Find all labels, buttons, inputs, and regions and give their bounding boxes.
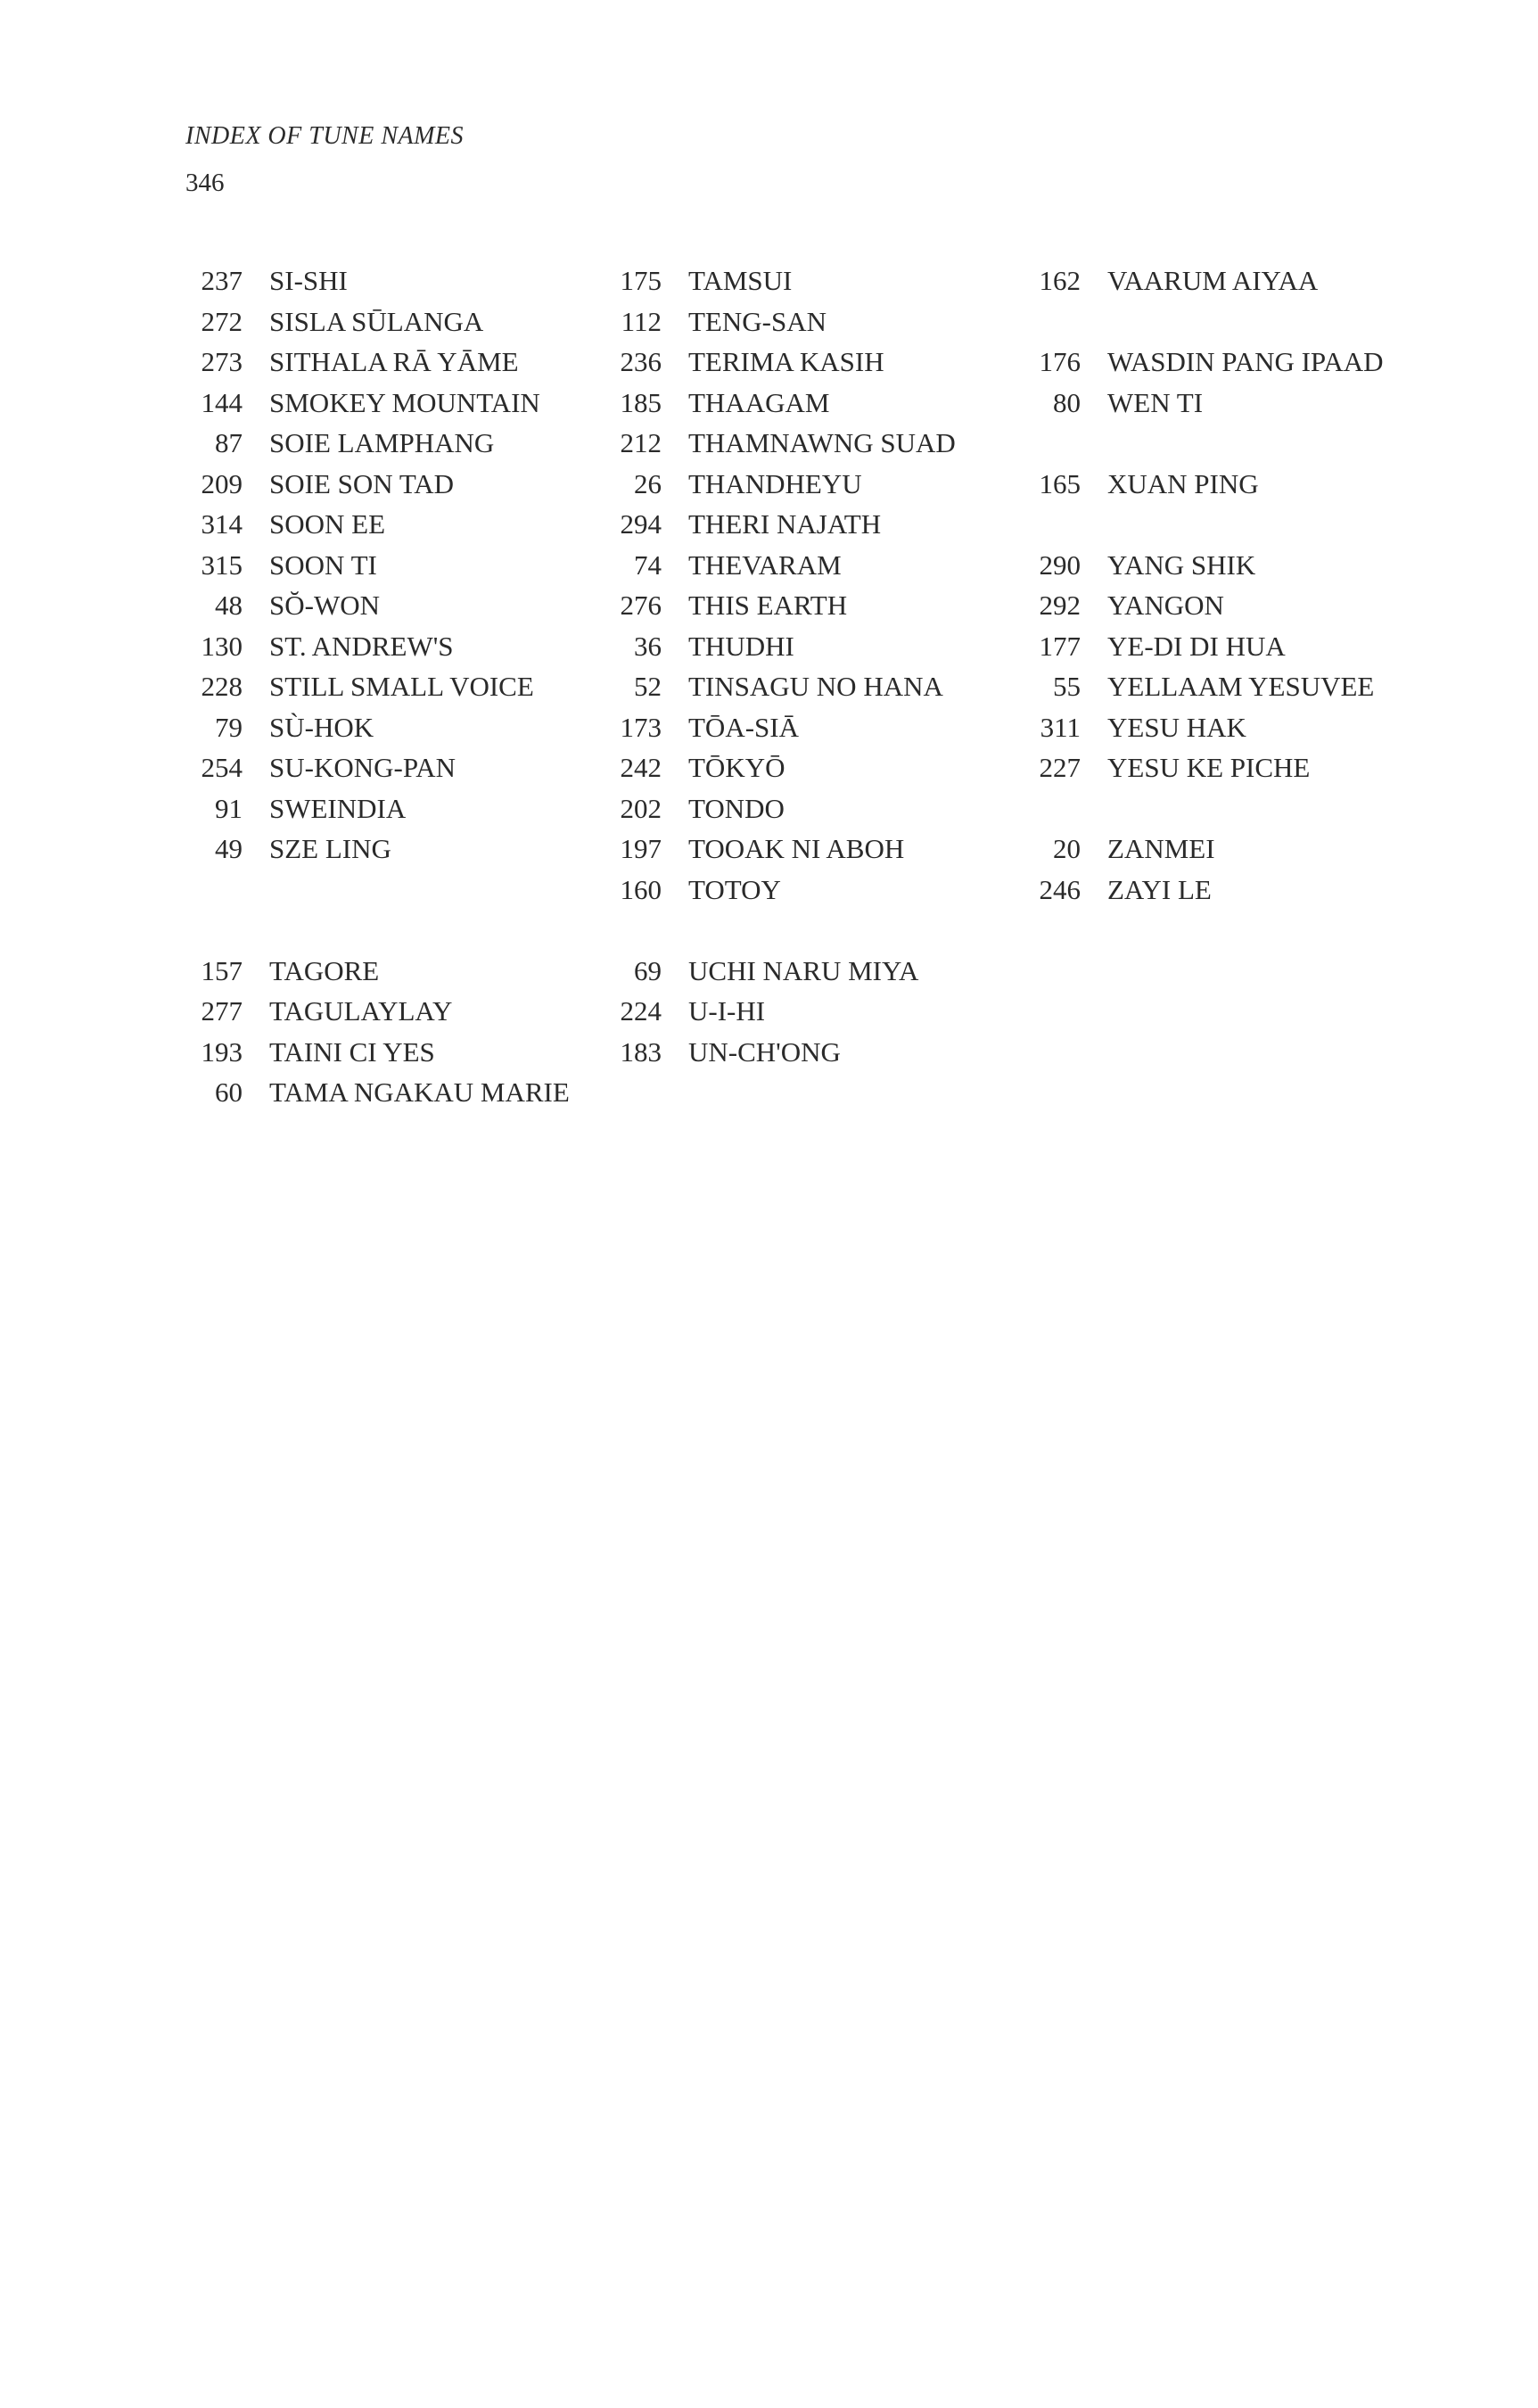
tune-name: UN-CH'ONG bbox=[688, 1035, 841, 1068]
tune-name: YESU KE PICHE bbox=[1107, 752, 1311, 783]
index-entry bbox=[1008, 747, 1384, 788]
index-entry bbox=[1008, 870, 1384, 911]
index-spacer bbox=[1008, 504, 1384, 545]
tune-name: SOON TI bbox=[269, 548, 377, 581]
hymn-number: 254 bbox=[201, 752, 243, 783]
index-entry bbox=[588, 1032, 956, 1073]
hymn-number: 273 bbox=[201, 346, 243, 377]
hymn-number: 60 bbox=[215, 1076, 243, 1108]
index-entry bbox=[169, 788, 570, 829]
index-entry bbox=[588, 666, 956, 707]
hymn-number: 185 bbox=[620, 386, 662, 418]
hymn-number: 69 bbox=[634, 954, 662, 986]
index-entry bbox=[169, 464, 570, 505]
tune-name: ZAYI LE bbox=[1107, 873, 1212, 905]
hymn-number: 276 bbox=[620, 590, 662, 621]
hymn-number: 193 bbox=[201, 1035, 243, 1068]
tune-name: SMOKEY MOUNTAIN bbox=[269, 386, 540, 418]
tune-name: TAGULAYLAY bbox=[269, 995, 453, 1027]
hymn-number: 74 bbox=[634, 548, 662, 581]
hymn-number: 176 bbox=[1039, 346, 1081, 377]
tune-name: SOIE LAMPHANG bbox=[269, 427, 495, 458]
index-spacer bbox=[1008, 423, 1384, 464]
hymn-number: 202 bbox=[620, 792, 662, 824]
tune-name: SÙ-HOK bbox=[269, 711, 374, 743]
tune-name: UCHI NARU MIYA bbox=[688, 954, 919, 986]
index-entry bbox=[169, 585, 570, 626]
hymn-number: 177 bbox=[1039, 630, 1081, 662]
hymn-number: 294 bbox=[620, 508, 662, 540]
tune-name: THERI NAJATH bbox=[688, 508, 882, 540]
tune-name: YELLAAM YESUVEE bbox=[1107, 671, 1375, 702]
index-spacer bbox=[169, 910, 570, 951]
index-column-2 bbox=[588, 260, 956, 1072]
tune-name: ZANMEI bbox=[1107, 833, 1215, 864]
index-entry bbox=[588, 342, 956, 383]
hymn-number: 80 bbox=[1053, 386, 1081, 418]
hymn-number: 48 bbox=[215, 590, 243, 621]
index-entry bbox=[169, 829, 570, 870]
tune-name: YANGON bbox=[1107, 590, 1224, 621]
tune-name: TOOAK NI ABOH bbox=[688, 833, 905, 864]
tune-name: SOIE SON TAD bbox=[269, 467, 455, 499]
tune-name: THEVARAM bbox=[688, 548, 842, 581]
index-entry bbox=[169, 1032, 570, 1073]
index-entry bbox=[1008, 585, 1384, 626]
hymn-number: 20 bbox=[1053, 833, 1081, 864]
index-entry bbox=[169, 504, 570, 545]
hymn-number: 237 bbox=[201, 265, 243, 296]
index-entry bbox=[588, 383, 956, 424]
index-entry bbox=[169, 666, 570, 707]
tune-name: WASDIN PANG IPAAD bbox=[1107, 346, 1384, 377]
index-entry bbox=[169, 951, 570, 992]
hymn-number: 315 bbox=[201, 548, 243, 581]
hymn-number: 292 bbox=[1039, 590, 1081, 621]
hymn-number: 277 bbox=[201, 995, 243, 1027]
tune-name: WEN TI bbox=[1107, 386, 1204, 418]
tune-name: YESU HAK bbox=[1107, 711, 1246, 743]
index-entry bbox=[169, 545, 570, 586]
index-entry bbox=[588, 260, 956, 301]
index-entry bbox=[588, 870, 956, 911]
index-entry bbox=[169, 707, 570, 748]
hymn-number: 130 bbox=[201, 630, 243, 662]
hymn-number: 314 bbox=[201, 508, 243, 540]
tune-name: SITHALA RĀ YĀME bbox=[269, 346, 519, 377]
hymn-number: 26 bbox=[634, 467, 662, 499]
tune-name: TINSAGU NO HANA bbox=[688, 671, 943, 702]
hymn-number: 246 bbox=[1039, 873, 1081, 905]
index-spacer bbox=[1008, 788, 1384, 829]
index-entry bbox=[1008, 666, 1384, 707]
tune-name: TAGORE bbox=[269, 954, 380, 986]
index-entry bbox=[1008, 545, 1384, 586]
tune-name: SI-SHI bbox=[269, 265, 348, 296]
index-entry bbox=[588, 585, 956, 626]
index-entry bbox=[588, 707, 956, 748]
index-column-1 bbox=[169, 260, 570, 1113]
hymn-number: 173 bbox=[620, 711, 662, 743]
hymn-number: 175 bbox=[620, 265, 662, 296]
hymn-number: 224 bbox=[620, 995, 662, 1027]
hymn-number: 79 bbox=[215, 711, 243, 743]
tune-name: TENG-SAN bbox=[688, 305, 827, 337]
tune-name: TOTOY bbox=[688, 873, 781, 905]
tune-name: SOON EE bbox=[269, 508, 386, 540]
index-spacer bbox=[1008, 301, 1384, 342]
index-column-3 bbox=[1008, 260, 1384, 910]
tune-name: TŌKYŌ bbox=[688, 752, 785, 783]
index-entry bbox=[588, 464, 956, 505]
index-entry bbox=[588, 991, 956, 1032]
hymn-number: 183 bbox=[620, 1035, 662, 1068]
tune-name: SISLA SŪLANGA bbox=[269, 305, 484, 337]
tune-name: XUAN PING bbox=[1107, 467, 1259, 499]
hymn-number: 55 bbox=[1053, 671, 1081, 702]
hymn-number: 212 bbox=[620, 427, 662, 458]
tune-name: TŌA-SIĀ bbox=[688, 711, 799, 743]
tune-name: THAAGAM bbox=[688, 386, 830, 418]
hymn-number: 311 bbox=[1040, 711, 1081, 743]
tune-name: YANG SHIK bbox=[1107, 548, 1256, 581]
index-entry bbox=[169, 991, 570, 1032]
hymn-number: 165 bbox=[1039, 467, 1081, 499]
hymn-number: 242 bbox=[620, 752, 662, 783]
index-entry bbox=[588, 545, 956, 586]
tune-name: VAARUM AIYAA bbox=[1107, 265, 1319, 296]
hymn-number: 209 bbox=[201, 467, 243, 499]
tune-name: TAMA NGAKAU MARIE bbox=[269, 1076, 570, 1108]
hymn-number: 228 bbox=[201, 671, 243, 702]
page-number: 346 bbox=[185, 169, 225, 197]
tune-name: THANDHEYU bbox=[688, 467, 862, 499]
hymn-number: 236 bbox=[620, 346, 662, 377]
tune-name: THUDHI bbox=[688, 630, 794, 662]
hymn-number: 162 bbox=[1039, 265, 1081, 296]
tune-name: SŎ-WON bbox=[269, 590, 380, 621]
index-entry bbox=[1008, 707, 1384, 748]
tune-name: TAMSUI bbox=[688, 265, 793, 296]
hymn-number: 272 bbox=[201, 305, 243, 337]
index-entry bbox=[1008, 626, 1384, 667]
index-entry bbox=[588, 301, 956, 342]
index-entry bbox=[1008, 383, 1384, 424]
index-entry bbox=[169, 383, 570, 424]
tune-name: U-I-HI bbox=[688, 995, 766, 1027]
hymn-number: 197 bbox=[620, 833, 662, 864]
page-header bbox=[185, 121, 464, 198]
hymn-number: 112 bbox=[621, 305, 662, 337]
tune-name: THIS EARTH bbox=[688, 590, 848, 621]
hymn-number: 290 bbox=[1039, 548, 1081, 581]
hymn-number: 36 bbox=[634, 630, 662, 662]
hymn-number: 87 bbox=[215, 427, 243, 458]
tune-name: ST. ANDREW'S bbox=[269, 630, 454, 662]
hymn-number: 160 bbox=[620, 873, 662, 905]
hymn-number: 52 bbox=[634, 671, 662, 702]
index-entry bbox=[1008, 260, 1384, 301]
index-entry bbox=[588, 423, 956, 464]
tune-name: SWEINDIA bbox=[269, 792, 407, 824]
hymn-number: 49 bbox=[215, 833, 243, 864]
index-entry bbox=[169, 1072, 570, 1113]
index-entry bbox=[588, 626, 956, 667]
hymn-number: 157 bbox=[201, 954, 243, 986]
index-entry bbox=[169, 423, 570, 464]
index-entry bbox=[588, 747, 956, 788]
hymn-number: 144 bbox=[201, 386, 243, 418]
hymn-number: 227 bbox=[1039, 752, 1081, 783]
index-entry bbox=[588, 504, 956, 545]
tune-name: YE-DI DI HUA bbox=[1107, 630, 1286, 662]
tune-name: SZE LING bbox=[269, 833, 391, 864]
index-entry bbox=[169, 747, 570, 788]
index-entry bbox=[169, 301, 570, 342]
index-spacer bbox=[588, 910, 956, 951]
index-entry bbox=[169, 342, 570, 383]
index-spacer bbox=[169, 870, 570, 911]
tune-name: TONDO bbox=[688, 792, 785, 824]
index-entry bbox=[1008, 342, 1384, 383]
index-entry bbox=[588, 829, 956, 870]
index-entry bbox=[169, 626, 570, 667]
index-entry bbox=[169, 260, 570, 301]
tune-name: SU-KONG-PAN bbox=[269, 752, 456, 783]
index-entry bbox=[1008, 829, 1384, 870]
index-entry bbox=[588, 788, 956, 829]
index-entry bbox=[1008, 464, 1384, 505]
index-entry bbox=[588, 951, 956, 992]
tune-name: TERIMA KASIH bbox=[688, 346, 884, 377]
running-title: INDEX OF TUNE NAMES bbox=[185, 122, 465, 150]
tune-name: STILL SMALL VOICE bbox=[269, 671, 534, 702]
hymn-number: 91 bbox=[215, 792, 243, 824]
tune-name: THAMNAWNG SUAD bbox=[688, 427, 956, 458]
tune-name: TAINI CI YES bbox=[269, 1035, 435, 1068]
